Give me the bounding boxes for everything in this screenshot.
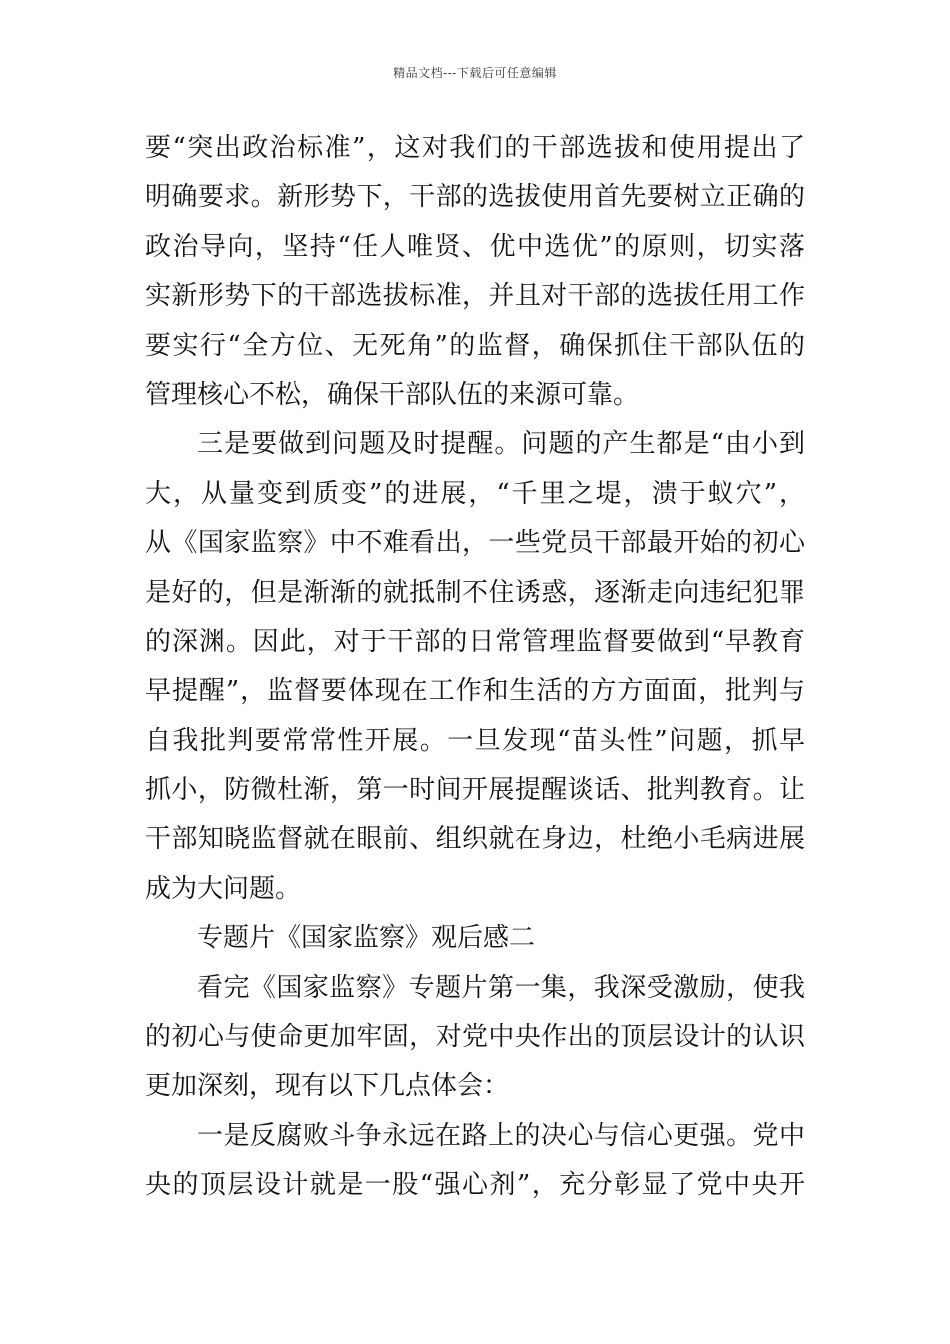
text-line: 实新形势下的干部选拔标准，并且对干部的选拔任用工作 [145, 281, 805, 312]
text-line: 的初心与使命更加牢固，对党中央作出的顶层设计的认识 [145, 1022, 805, 1053]
document-body [145, 124, 805, 1211]
text-line: 早提醒”，监督要体现在工作和生活的方方面面，批判与 [145, 676, 805, 707]
page-header: 精品文档---下载后可任意编辑 [393, 66, 557, 80]
text-line: 一是反腐败斗争永远在路上的决心与信心更强。党中 [197, 1120, 805, 1151]
text-line: 要实行“全方位、无死角”的监督，确保抓住干部队伍的 [145, 330, 805, 361]
text-line: 抓小，防微杜渐，第一时间开展提醒谈话、批判教育。让 [145, 775, 805, 806]
text-line: 政治导向，坚持“任人唯贤、优中选优”的原则，切实落 [145, 231, 805, 262]
section-heading: 专题片《国家监察》观后感二 [197, 923, 536, 954]
text-line: 更加深刻，现有以下几点体会： [145, 1071, 510, 1102]
text-line: 看完《国家监察》专题片第一集，我深受激励，使我 [197, 972, 805, 1003]
text-line: 管理核心不松，确保干部队伍的来源可靠。 [145, 379, 640, 410]
text-line: 三是要做到问题及时提醒。问题的产生都是“由小到 [197, 429, 805, 460]
text-line: 明确要求。新形势下，干部的选拔使用首先要树立正确的 [145, 182, 805, 213]
text-line: 要“突出政治标准”，这对我们的干部选拔和使用提出了 [145, 133, 805, 163]
text-line: 的深渊。因此，对于干部的日常管理监督要做到“早教育 [145, 626, 805, 657]
text-line: 自我批判要常常性开展。一旦发现“苗头性”问题，抓早 [145, 725, 805, 756]
text-line: 是好的，但是渐渐的就抵制不住诱惑，逐渐走向违纪犯罪 [145, 577, 805, 608]
text-line: 干部知晓监督就在眼前、组织就在身边，杜绝小毛病进展 [145, 824, 805, 855]
text-line: 从《国家监察》中不难看出，一些党员干部最开始的初心 [145, 528, 805, 559]
text-line: 成为大问题。 [145, 873, 302, 904]
text-line: 央的顶层设计就是一股“强心剂”，充分彰显了党中央开 [145, 1170, 805, 1201]
text-line: 大，从量变到质变”的进展，“千里之堤，溃于蚁穴”， [145, 478, 805, 509]
